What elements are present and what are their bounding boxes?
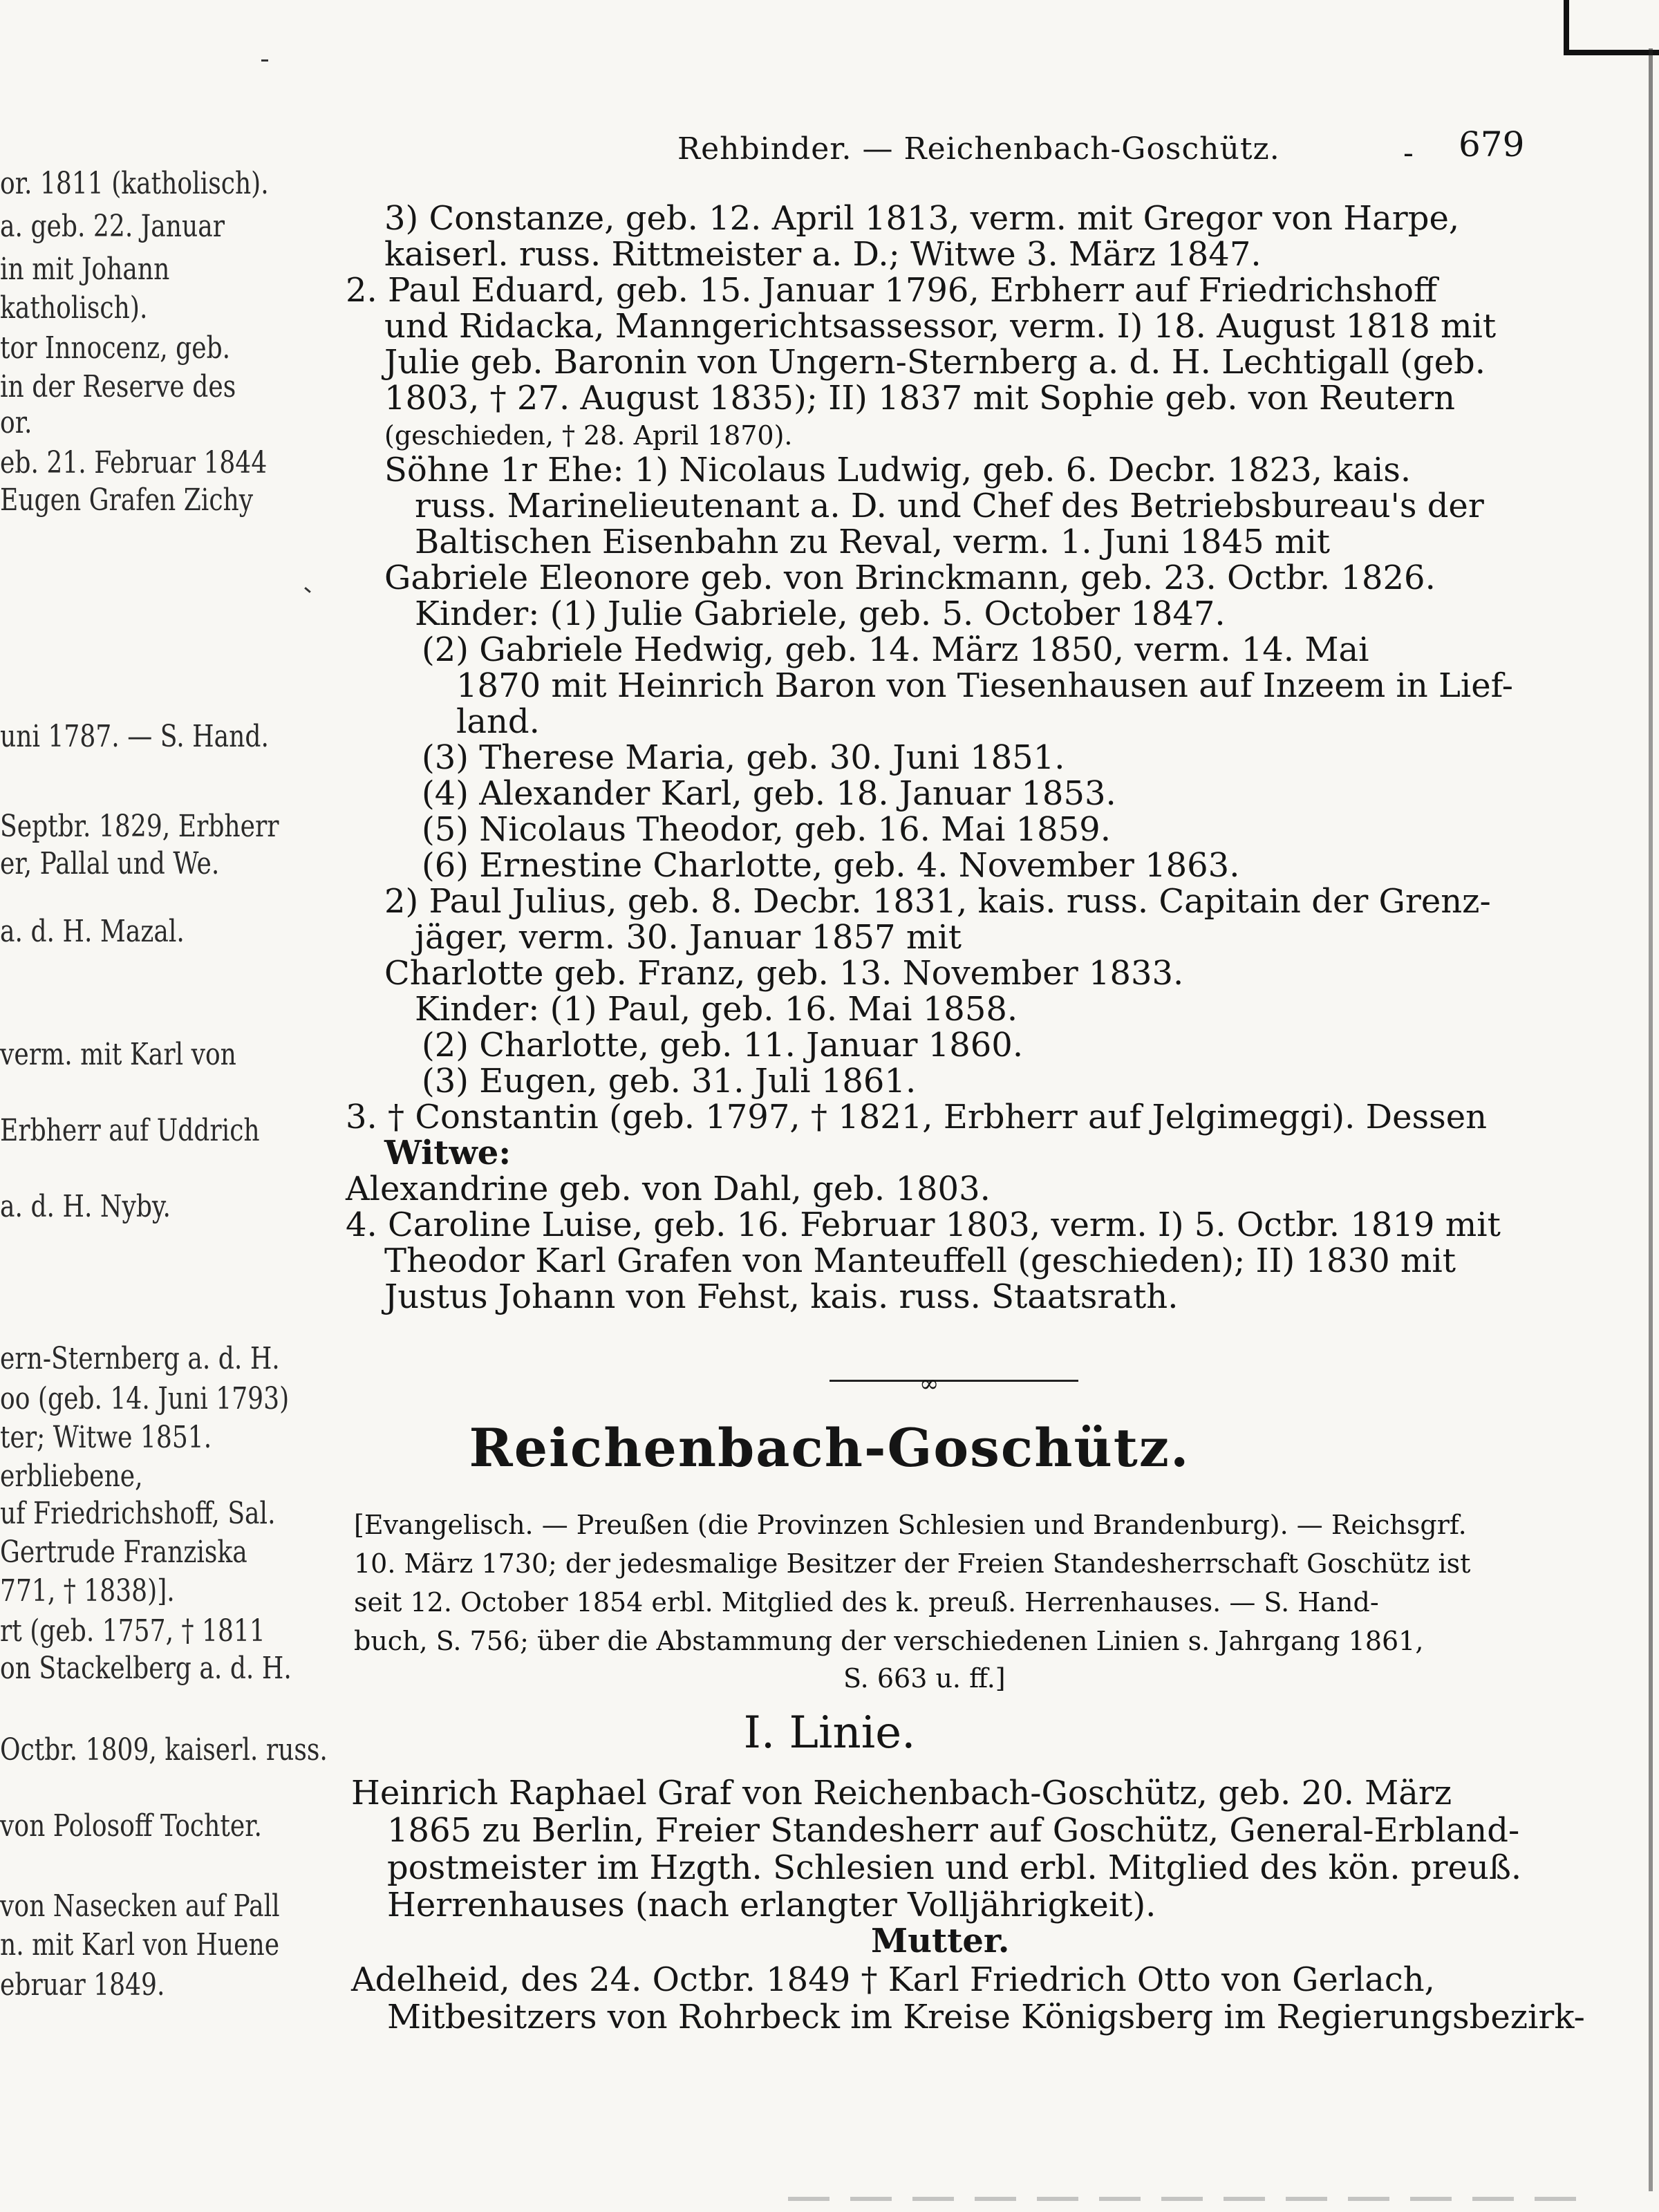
ornamental-rule <box>830 1380 1078 1382</box>
entry-line: Justus Johann von Fehst, kais. russ. Staatsrath. <box>384 1277 1179 1316</box>
entry-line-children-heading: Kinder: (1) Julie Gabriele, geb. 5. October 1847. <box>415 594 1226 633</box>
bleed-line: tor Innocenz, geb. <box>0 330 231 366</box>
running-header: Rehbinder. — Reichenbach-Goschütz. <box>677 131 1280 167</box>
entry-line: kaiserl. russ. Rittmeister a. D.; Witwe 3. März 1847. <box>384 235 1262 274</box>
entry-line: (2) Charlotte, geb. 11. Januar 1860. <box>422 1026 1024 1065</box>
bleed-line: Octbr. 1809, kaiserl. russ. <box>0 1732 328 1768</box>
scan-corner-mark <box>1564 50 1659 55</box>
body-line: postmeister im Hzgth. Schlesien und erbl. Mitglied des kön. preuß. <box>387 1848 1522 1887</box>
entry-line: 1870 mit Heinrich Baron von Tiesenhausen auf Inzeem in Lief- <box>456 666 1513 705</box>
scan-speck <box>304 587 311 593</box>
entry-line-sons-heading: Söhne 1r Ehe: 1) Nicolaus Ludwig, geb. 6. Decbr. 1823, kais. <box>384 451 1412 489</box>
entry-line: Alexandrine geb. von Dahl, geb. 1803. <box>346 1170 991 1208</box>
bleed-line: in mit Johann <box>0 252 170 287</box>
scan-edge-shadow <box>1649 48 1653 2191</box>
intro-line: [Evangelisch. — Preußen (die Provinzen Schlesien und Brandenburg). — Reichsgrf. <box>354 1510 1467 1540</box>
intro-line: S. 663 u. ff.] <box>843 1663 1006 1694</box>
header-dash: - <box>1403 135 1414 171</box>
bleed-line: or. 1811 (katholisch). <box>0 166 269 201</box>
intro-line: 10. März 1730; der jedesmalige Besitzer der Freien Standesherrschaft Goschütz ist <box>354 1548 1471 1579</box>
body-line: Adelheid, des 24. Octbr. 1849 † Karl Friedrich Otto von Gerlach, <box>351 1960 1435 1999</box>
entry-line: land. <box>456 702 540 741</box>
rule-ornament-icon: ∞ <box>919 1370 939 1398</box>
entry-line: 3) Constanze, geb. 12. April 1813, verm. mit Gregor von Harpe, <box>384 199 1460 238</box>
bleed-line: Gertrude Franziska <box>0 1535 247 1570</box>
entry-line: Gabriele Eleonore geb. von Brinckmann, geb. 23. Octbr. 1826. <box>384 559 1436 597</box>
entry-line: 3. † Constantin (geb. 1797, † 1821, Erbherr auf Jelgimeggi). Dessen <box>346 1098 1488 1136</box>
entry-line-children-heading: Kinder: (1) Paul, geb. 16. Mai 1858. <box>415 990 1018 1029</box>
bleed-line: on Stackelberg a. d. H. <box>0 1651 292 1686</box>
intro-line: buch, S. 756; über die Abstammung der verschiedenen Linien s. Jahrgang 1861, <box>354 1626 1424 1656</box>
entry-line: (6) Ernestine Charlotte, geb. 4. November 1863. <box>422 846 1240 885</box>
entry-line: 1803, † 27. August 1835); II) 1837 mit Sophie geb. von Reutern <box>384 379 1455 418</box>
bleed-line: in der Reserve des <box>0 369 236 404</box>
body-line: Herrenhauses (nach erlangter Volljährigkeit). <box>387 1886 1156 1924</box>
bleed-line: rt (geb. 1757, † 1811 <box>0 1613 265 1649</box>
scan-speck <box>261 59 268 62</box>
bleed-line: a. d. H. Mazal. <box>0 914 185 949</box>
bleed-line: erbliebene, <box>0 1459 143 1494</box>
entry-line: (geschieden, † 28. April 1870). <box>384 420 793 451</box>
scan-corner-mark-vertical <box>1564 0 1569 55</box>
mother-heading: Mutter. <box>871 1922 1010 1960</box>
entry-line: (3) Eugen, geb. 31. Juli 1861. <box>422 1062 917 1100</box>
linie-heading: I. Linie. <box>743 1707 916 1759</box>
entry-line: jäger, verm. 30. Januar 1857 mit <box>415 918 962 957</box>
entry-line: russ. Marinelieutenant a. D. und Chef des Betriebsbureau's der <box>415 487 1484 525</box>
entry-line: (5) Nicolaus Theodor, geb. 16. Mai 1859. <box>422 810 1111 849</box>
entry-line: 4. Caroline Luise, geb. 16. Februar 1803, verm. I) 5. Octbr. 1819 mit <box>346 1206 1501 1244</box>
bleed-line: or. <box>0 405 32 440</box>
entry-line: und Ridacka, Manngerichtsassessor, verm. I) 18. August 1818 mit <box>384 307 1497 346</box>
body-line: Heinrich Raphael Graf von Reichenbach-Goschütz, geb. 20. März <box>351 1774 1452 1812</box>
entry-line: Baltischen Eisenbahn zu Reval, verm. 1. Juni 1845 mit <box>415 523 1331 561</box>
entry-line: 2. Paul Eduard, geb. 15. Januar 1796, Erbherr auf Friedrichshoff <box>346 271 1438 310</box>
entry-line: (4) Alexander Karl, geb. 18. Januar 1853. <box>422 774 1116 813</box>
bleed-line: uni 1787. — S. Hand. <box>0 719 269 754</box>
bleed-line: von Polosoff Tochter. <box>0 1808 262 1844</box>
bleed-line: 771, † 1838)]. <box>0 1573 175 1609</box>
entry-line: Theodor Karl Grafen von Manteuffell (geschieden); II) 1830 mit <box>384 1241 1456 1280</box>
bleed-line: verm. mit Karl von <box>0 1037 236 1072</box>
entry-line: Charlotte geb. Franz, geb. 13. November 1833. <box>384 954 1184 993</box>
bleed-line: katholisch). <box>0 290 148 326</box>
body-line: 1865 zu Berlin, Freier Standesherr auf Goschütz, General-Erbland- <box>387 1811 1520 1850</box>
bleed-line: Erbherr auf Uddrich <box>0 1113 260 1148</box>
bleed-line: uf Friedrichshoff, Sal. <box>0 1496 276 1531</box>
bleed-line: von Nasecken auf Pall <box>0 1888 280 1924</box>
bleed-line: ern-Sternberg a. d. H. <box>0 1341 280 1376</box>
bleed-line: er, Pallal und We. <box>0 846 220 881</box>
entry-line-widow-heading: Witwe: <box>384 1134 512 1172</box>
section-title: Reichenbach-Goschütz. <box>469 1417 1190 1479</box>
bleed-line: a. geb. 22. Januar <box>0 209 225 244</box>
page-number: 679 <box>1459 124 1525 165</box>
bleed-line: ter; Witwe 1851. <box>0 1420 212 1455</box>
bleed-line: Septbr. 1829, Erbherr <box>0 809 279 844</box>
bleed-line: a. d. H. Nyby. <box>0 1189 171 1224</box>
scan-footer-noise <box>788 2197 1590 2201</box>
bleed-line: oo (geb. 14. Juni 1793) <box>0 1381 290 1416</box>
bleed-line: n. mit Karl von Huene <box>0 1927 280 1962</box>
body-line: Mitbesitzers von Rohrbeck im Kreise Königsberg im Regierungsbezirk- <box>387 1998 1585 2036</box>
intro-line: seit 12. October 1854 erbl. Mitglied des k. preuß. Herrenhauses. — S. Hand- <box>354 1587 1379 1618</box>
bleed-line: eb. 21. Februar 1844 <box>0 445 268 480</box>
entry-line: Julie geb. Baronin von Ungern-Sternberg a. d. H. Lechtigall (geb. <box>384 343 1485 382</box>
bleed-line: Eugen Grafen Zichy <box>0 482 254 518</box>
entry-line: 2) Paul Julius, geb. 8. Decbr. 1831, kais. russ. Capitain der Grenz- <box>384 882 1491 921</box>
bleed-line: ebruar 1849. <box>0 1967 165 2003</box>
entry-line: (2) Gabriele Hedwig, geb. 14. März 1850, verm. 14. Mai <box>422 630 1369 669</box>
entry-line: (3) Therese Maria, geb. 30. Juni 1851. <box>422 738 1065 777</box>
